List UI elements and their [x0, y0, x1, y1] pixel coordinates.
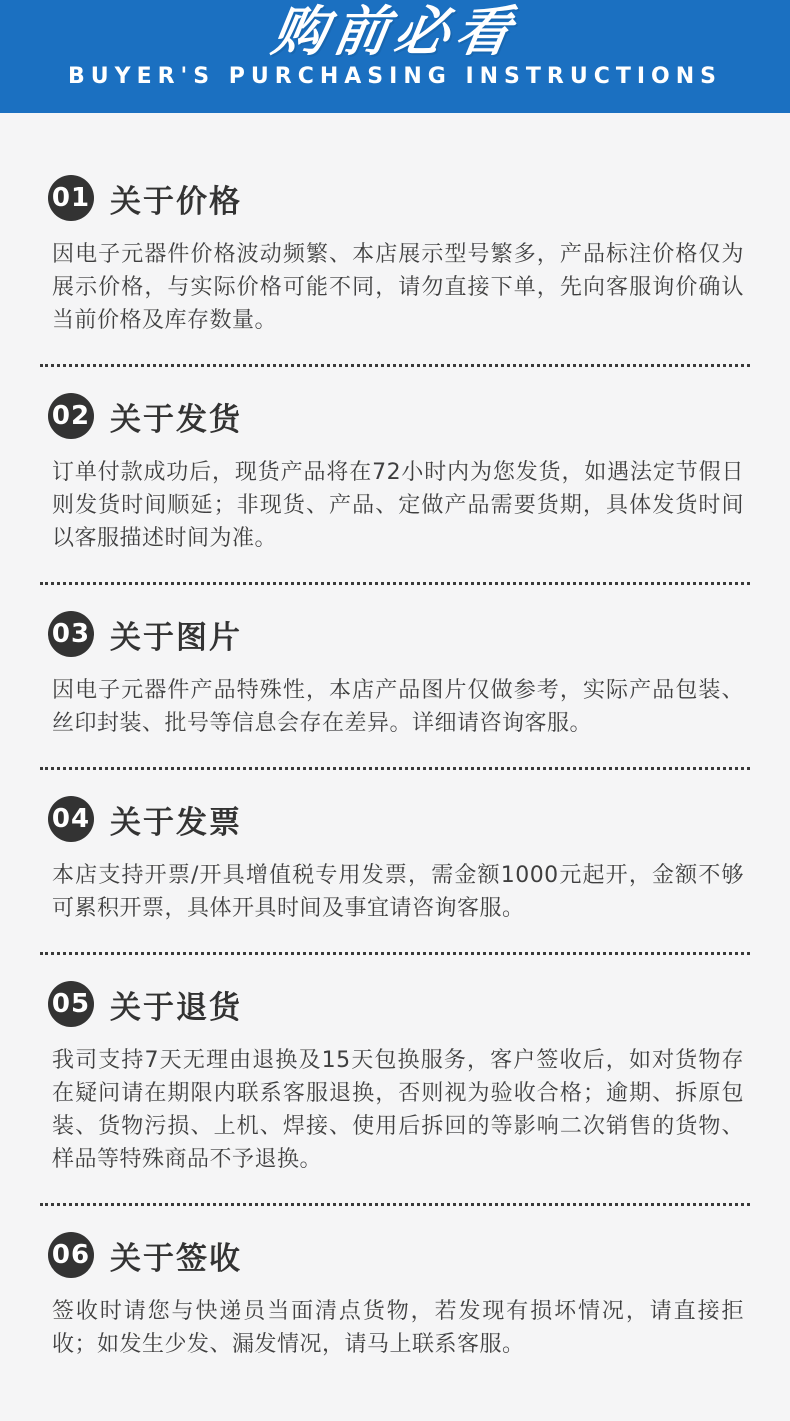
section-body-text: 本店支持开票/开具增值税专用发票，需金额1000元起开，金额不够可累积开票，具体开具时间及事宜请咨询客服。 — [52, 863, 744, 921]
section-number-badge: 02 — [48, 393, 94, 439]
dotted-divider — [40, 1203, 750, 1206]
section-title: 关于发票 — [110, 804, 242, 841]
section-header — [40, 393, 750, 439]
section-number-badge: 05 — [48, 981, 94, 1027]
section-returns — [40, 981, 750, 1206]
section-number-badge: 03 — [48, 611, 94, 657]
section-header — [40, 175, 750, 221]
section-header — [40, 981, 750, 1027]
banner-subtitle: BUYER'S PURCHASING INSTRUCTIONS — [68, 64, 722, 89]
header-banner — [0, 0, 790, 113]
section-header — [40, 796, 750, 842]
section-invoice — [40, 796, 750, 955]
instructions-list — [0, 175, 790, 1421]
section-price — [40, 175, 750, 367]
dotted-divider — [40, 767, 750, 770]
section-header — [40, 611, 750, 657]
section-header — [40, 1232, 750, 1278]
section-body-text: 因电子元器件价格波动频繁、本店展示型号繁多，产品标注价格仅为展示价格，与实际价格可能不同，请勿直接下单，先向客服询价确认当前价格及库存数量。 — [52, 242, 744, 333]
section-number-badge: 04 — [48, 796, 94, 842]
section-title: 关于价格 — [110, 183, 242, 220]
section-body-text: 订单付款成功后，现货产品将在72小时内为您发货，如遇法定节假日则发货时间顺延；非现货、产品、定做产品需要货期，具体发货时间以客服描述时间为准。 — [52, 460, 744, 551]
dotted-divider — [40, 582, 750, 585]
dotted-divider — [40, 952, 750, 955]
section-body-text: 我司支持7天无理由退换及15天包换服务，客户签收后，如对货物存在疑问请在期限内联系客服退换，否则视为验收合格；逾期、拆原包装、货物污损、上机、焊接、使用后拆回的等影响二次销售的货物、样品等特殊商品不予退换。 — [52, 1048, 744, 1172]
section-shipping — [40, 393, 750, 585]
dotted-divider — [40, 364, 750, 367]
section-number-badge: 06 — [48, 1232, 94, 1278]
section-title: 关于发货 — [110, 401, 242, 438]
section-title: 关于退货 — [110, 989, 242, 1026]
section-title: 关于签收 — [110, 1240, 242, 1277]
section-title: 关于图片 — [110, 619, 242, 656]
banner-title: 购前必看 — [268, 0, 523, 63]
section-pictures — [40, 611, 750, 770]
section-body-text: 签收时请您与快递员当面清点货物，若发现有损坏情况，请直接拒收；如发生少发、漏发情况，请马上联系客服。 — [52, 1299, 744, 1357]
section-number-badge: 01 — [48, 175, 94, 221]
section-body-text: 因电子元器件产品特殊性，本店产品图片仅做参考，实际产品包装、丝印封装、批号等信息会存在差异。详细请咨询客服。 — [52, 678, 744, 736]
section-receipt — [40, 1232, 750, 1361]
